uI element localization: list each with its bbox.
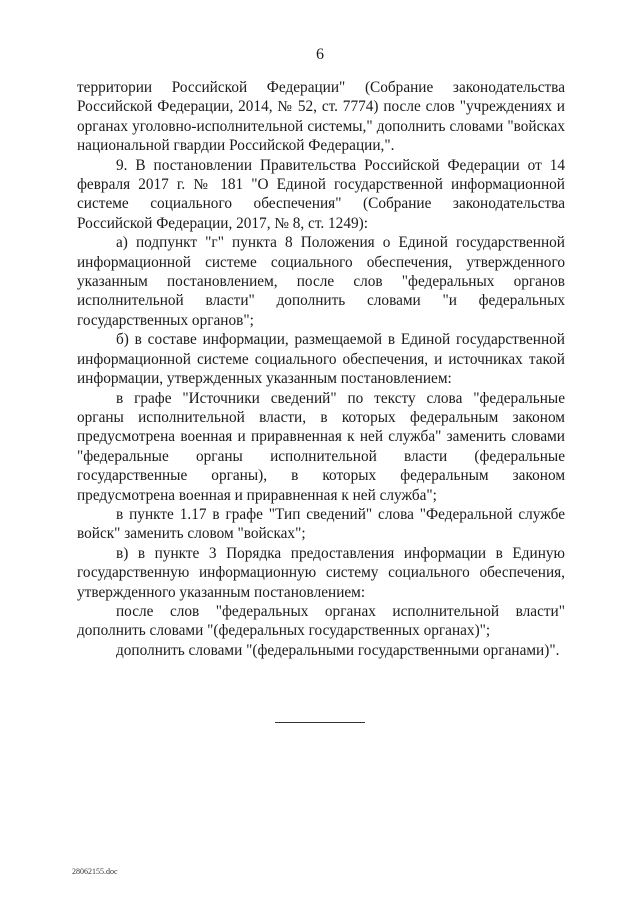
- paragraph: в) в пункте 3 Порядка предоставления информации в Единую государственную информационную систему социального обеспечения, утвержденного указанным постановлением:: [77, 544, 565, 601]
- paragraph: б) в составе информации, размещаемой в Единой государственной информационной системе социального обеспечения, и источниках такой информации, утвержденных указанным постановлением:: [77, 331, 565, 388]
- paragraph: после слов "федеральных органах исполнительной власти" дополнить словами "(федеральных государственных органах)";: [77, 602, 565, 640]
- paragraph: в пункте 1.17 в графе "Тип сведений" слова "Федеральной службе войск" заменить словом "войсках";: [77, 505, 565, 543]
- paragraph: территории Российской Федерации" (Собрание законодательства Российской Федерации, 2014, № 52, ст. 7774) после слов "учреждениях и органах уголовно-исполнительной системы," дополнить словами "войсках национальной гвардии Российской Федерации,".: [77, 79, 565, 155]
- footer-filename: 28062155.doc: [72, 867, 118, 876]
- end-divider: [275, 722, 365, 723]
- document-body: [77, 78, 565, 660]
- paragraph: 9. В постановлении Правительства Российской Федерации от 14 февраля 2017 г. № 181 "О Единой государственной информационной системе социального обеспечения" (Собрание законодательства Российской Федерации, 2017, № 8, ст. 1249):: [77, 156, 565, 232]
- paragraph: дополнить словами "(федеральными государственными органами)".: [116, 641, 560, 659]
- paragraph: в графе "Источники сведений" по тексту слова "федеральные органы исполнительной власти, в которых федеральным законом предусмотрена военная и приравненная к ней служба" заменить словами "федеральные органы исполнительной власти (федеральные государственные органы), в которых федеральным законом предусмотрена военная и приравненная к ней служба";: [77, 389, 565, 504]
- paragraph: а) подпункт "г" пункта 8 Положения о Единой государственной информационной системе социального обеспечения, утвержденного указанным постановлением, после слов "федеральных органов исполнительной власти" дополнить словами "и федеральных государственных органов";: [77, 234, 565, 329]
- page-number: 6: [316, 46, 324, 63]
